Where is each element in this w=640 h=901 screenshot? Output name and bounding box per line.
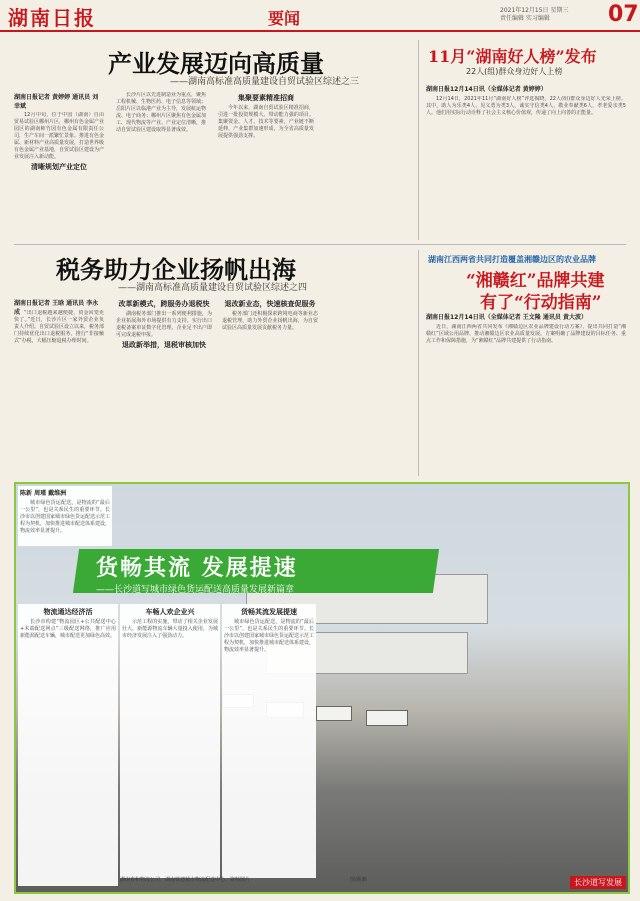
article1-col2	[116, 92, 206, 232]
photo-credit: 图/新湘	[350, 877, 367, 883]
article1-section-head1: 清晰规划产业定位	[31, 163, 87, 171]
article4-headline: “湘赣红”品牌共建	[466, 271, 605, 291]
section-title: 要闻	[268, 9, 301, 28]
article1-col1-text: 12月中旬，位于中国（湖南）自由贸易试验区郴州片区，郴州有色金属产业园区的湖南柿竹园有色金属有限责任公司，生产车间一派繁忙景象。推进有色金属、新材料产业高质量发展，打造世界级有色金属产业基地，自贸试验区建设为产业发展注入新动能。	[14, 112, 104, 160]
section-divider	[14, 244, 626, 245]
article2-body	[426, 96, 626, 236]
article3-col2-text: 湖南税务部门推出一系列便利措施，为企业拓展海外市场提供有力支持。实行出口退税备案单证数字化管理，企业足不出户即可完成退税申报。	[116, 311, 212, 338]
article2-body-text: 12月14日，2021年11月“湖南好人榜”评选揭晓，22人(组)群众身边好人光荣上榜。其中，助人为乐类4人，见义勇为类3人，诚实守信类4人，敬业奉献类6人，孝老爱亲类5人。他们用实际行动诠释了社会主义核心价值观，传递了向上向善的正能量。	[426, 96, 626, 116]
feature-intro	[18, 498, 112, 546]
article3-section-head1: 改革新模式，跨服务办退税快	[118, 300, 210, 308]
article1-col2-text: 长沙片区以先进制造业为重点，聚焦工程机械、生物医药、电子信息等领域；岳阳片区以临港产业为主导，发展航运物流、电子商务；郴州片区聚焦有色金属加工、现代物流等产业。产业定位清晰，推动自贸试验区建设取得显著成效。	[116, 92, 206, 133]
feature-col1-body: 长沙市构建“物流园区+公共配送中心+末端配送网点”三级配送网络，推广应用新能源配送车辆，城市配送更加绿色高效。	[20, 619, 116, 639]
article1-headline: 产业发展迈向高质量	[108, 49, 324, 78]
feature-col3	[222, 604, 316, 878]
article1-col3	[218, 92, 314, 232]
column-divider	[418, 250, 419, 476]
article3-section-head2: 退政新举措，退税审核加快	[122, 341, 206, 349]
feature-byline: 陈新 周瑾 戴维洲	[18, 486, 112, 499]
column-divider	[418, 40, 419, 240]
article3-col3-text: 税务部门还积极探索跨境电商等新业态退税管理，助力外贸企业扬帆出海，为自贸试验区高质量发展贡献税务力量。	[222, 311, 318, 331]
article4-kicker: 湖南江西两省共同打造覆盖湘赣边区的农业品牌	[428, 255, 596, 264]
article1-byline: 湖南日报记者 黄婷婷 通讯员 刘幸斌	[14, 94, 99, 110]
date-line: 2021年12月15日 星期三	[500, 7, 569, 14]
article3-subhead: ——湖南高标准高质量建设自贸试验区综述之四	[118, 283, 308, 293]
feature-section-head3: 货畅其流发展提速	[241, 608, 297, 616]
article3-col3	[222, 298, 318, 470]
article1-section-head2: 集聚要素精准招商	[238, 94, 294, 102]
corner-tag: 长沙道写发展	[570, 876, 626, 889]
article3-col1	[14, 310, 104, 470]
article3-byline: 湖南日报记者 王晗 通讯员 李永成	[14, 300, 99, 316]
feature-section-head2: 车畅人欢企业兴	[145, 608, 195, 616]
article3-headline: 税务助力企业扬帆出海	[56, 255, 296, 284]
feature-col3-body: 城市绿色货运配送，是物流的“最后一公里”，也是关系民生的重要环节。长沙市以创建国家城市绿色货运配送示范工程为契机，加快推进城市配送体系建设，物流效率显著提升。	[224, 619, 315, 653]
article4-byline: 湖南日报12月14日讯（全媒体记者 王文隆 通讯员 黄大波）	[426, 314, 587, 321]
truck-shape	[316, 706, 352, 721]
article3-section-head3: 退改新业态，快速核查促服务	[224, 300, 316, 308]
newspaper-logo: 湖南日报	[8, 6, 96, 30]
date-info	[500, 7, 610, 23]
editor-line: 责任编辑 实习编辑	[500, 15, 550, 22]
article4-body	[426, 324, 626, 474]
article1-col3-text: 今年以来，湖南自贸试验区精准招商，引进一批投资规模大、带动能力强的项目。集聚资金、人才、技术等要素，产业链不断延伸，产业集群加速形成，为全省高质量发展提供强劲支撑。	[218, 105, 314, 139]
feature-col2	[120, 604, 220, 878]
article1-subhead: ——湖南高标准高质量建设自贸试验区综述之三	[170, 77, 360, 87]
photo-caption: 湖南春和物流公司，湖南铁建城市物流配送中心。资料图片	[120, 877, 251, 883]
article2-subhead: 22人(组)群众身边好人上榜	[466, 67, 563, 76]
feature-col2-body: 示范工程的实施，带动了相关企业发展壮大，新能源物流车辆大量投入使用，为城市经济发展注入了强劲动力。	[122, 619, 218, 639]
feature-section-head1: 物流通达经济活	[43, 608, 93, 616]
feature-banner-title: 货畅其流 发展提速	[96, 555, 298, 581]
article1-col1	[14, 112, 104, 232]
truck-shape	[366, 710, 408, 726]
article3-col2	[116, 298, 212, 470]
feature-banner-subtitle: ——长沙道写城市绿色货运配送高质量发展新篇章	[96, 585, 295, 595]
feature-col1-text: 城市绿色货运配送，是物流的“最后一公里”，也是关系民生的重要环节。长沙市以创建国家城市绿色货运配送示范工程为契机，加快推进城市配送体系建设，物流效率显著提升。	[20, 500, 111, 534]
article2-headline: 11月“湖南好人榜”发布	[428, 47, 597, 66]
article4-headline-2: 有了“行动指南”	[480, 293, 602, 313]
article3-col1-text: “出口退税越来越便捷，资金回笼更快了。”近日，长沙片区一家外贸企业负责人介绍。自贸试验区设立以来，税务部门持续优化出口退税服务，推行“非接触式”办税，大幅压缩退税办理时间。	[14, 310, 104, 344]
page-number: 07	[608, 2, 639, 27]
article2-byline: 湖南日报12月14日讯（全媒体记者 黄婷婷）	[426, 86, 547, 93]
article4-body-text: 近日，湖南江西两省共同发布《湘赣边区农业品牌建设行动方案》，提出共同打造“湘赣红”区域公用品牌，推动湘赣边区农业高质量发展。方案明确了品牌建设的目标任务、重点工作和保障措施，为“湘赣红”品牌共建提供了行动指南。	[426, 324, 626, 344]
feature-col1	[18, 604, 118, 886]
